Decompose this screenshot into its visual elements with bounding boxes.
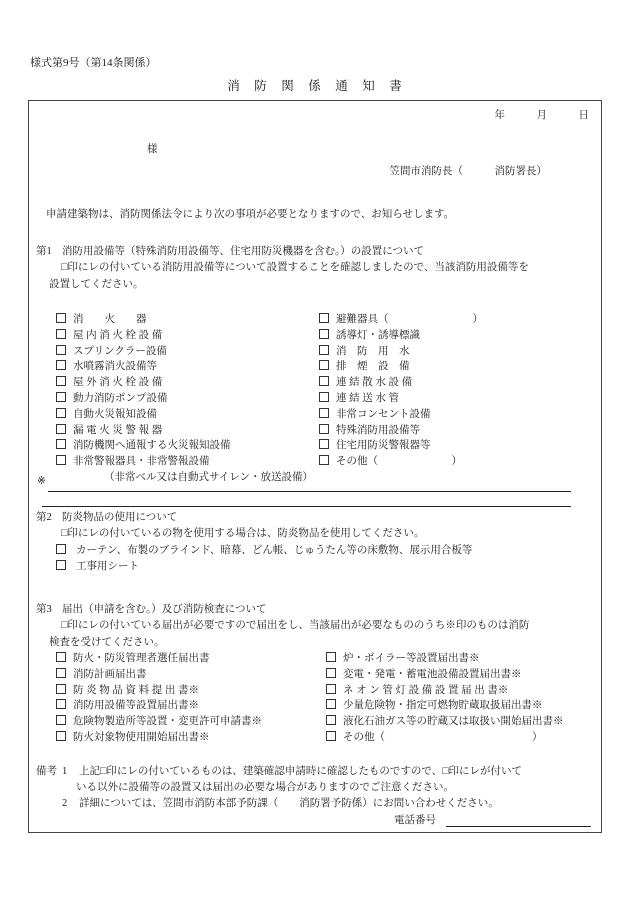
equipment-row: [319, 312, 596, 328]
notification-label: 変電・発電・蓄電池設備設置届出書※: [343, 668, 522, 680]
equipment-row: [319, 344, 596, 360]
equipment-row: [56, 407, 319, 423]
equipment-row: [56, 423, 319, 439]
notification-row: [326, 714, 596, 730]
section-1: [36, 244, 596, 293]
equipment-label: 屋 外 消 火 栓 設 備: [73, 377, 163, 389]
section-2-instruction: □印にレの付いているの物を使用する場合は、防炎物品を使用してください。: [61, 528, 425, 540]
notification-label: 防火・防災管理者選任届出書: [73, 653, 210, 664]
equipment-label: 避難器具（ ）: [336, 314, 483, 325]
equipment-label: 消 火 器: [73, 314, 147, 325]
equipment-row: [319, 407, 596, 423]
section-1-right-column: [319, 312, 596, 486]
equipment-row: [319, 328, 596, 344]
notification-label: 消防計画届出書: [73, 668, 147, 680]
equipment-row: [56, 391, 319, 407]
equipment-label: 動力消防ポンプ設備: [73, 392, 168, 404]
notification-row: [56, 667, 326, 683]
remarks-spacer: [36, 796, 62, 812]
equipment-label: 自動火災報知設備: [73, 408, 157, 420]
equipment-label: 連 結 散 水 設 備: [336, 377, 413, 389]
checkbox[interactable]: [319, 313, 329, 323]
checkbox[interactable]: [56, 731, 66, 741]
checkbox[interactable]: [56, 715, 66, 725]
notification-label: 防 炎 物 品 資 料 提 出 書※: [73, 684, 199, 696]
checkbox[interactable]: [56, 408, 66, 418]
notes-write-line-1[interactable]: [48, 491, 571, 492]
remarks-label: 備考: [36, 766, 57, 777]
checkbox[interactable]: [56, 392, 66, 402]
equipment-row: [56, 375, 319, 391]
checkbox[interactable]: [326, 715, 336, 725]
checkbox[interactable]: [56, 345, 66, 355]
equipment-label: 非常警報器具・非常警報設備: [73, 456, 210, 468]
notification-label: 少量危険物・指定可燃物貯蔵取扱届出書※: [343, 700, 543, 712]
flameproof-item-row: [56, 543, 596, 559]
notification-row: [56, 651, 326, 667]
form-border-box: [28, 100, 602, 833]
checkbox[interactable]: [56, 544, 66, 554]
remarks-item-2-number: 2: [62, 798, 68, 810]
checkbox[interactable]: [56, 439, 66, 449]
section-1-number: 第1: [36, 246, 52, 257]
equipment-label: 誘導灯・誘導標識: [336, 329, 420, 341]
section-1-instruction-1: □印にレの付いている消防用設備等について設置することを確認しましたので、当該消防用設備等を: [61, 262, 529, 274]
equipment-row: [319, 454, 596, 470]
notification-row: [326, 651, 596, 667]
equipment-row: [56, 438, 319, 454]
flameproof-item-row: [56, 559, 596, 575]
section-3-heading: 届出（申請を含む。）及び消防検査について: [62, 604, 267, 615]
notification-label: 液化石油ガス等の貯蔵又は取扱い開始届出書※: [343, 716, 564, 728]
checkbox[interactable]: [319, 376, 329, 386]
alarm-equipment-note: （非常ベル又は自動式サイレン・放送設備）: [104, 471, 314, 483]
section-2: [36, 510, 596, 575]
date-line: 年 月 日: [494, 110, 589, 121]
remarks-item-2-text: 詳細については、笠間市消防本部予防課（ 消防署予防係）にお問い合わせください。: [79, 798, 499, 810]
intro-sentence: 申請建築物は、消防関係法令により次の事項が必要となりますので、お知らせします。: [46, 209, 455, 220]
checkbox[interactable]: [319, 345, 329, 355]
checkbox[interactable]: [319, 408, 329, 418]
section-1-instruction-2: 設置してください。: [49, 278, 144, 290]
section-3-right-column: [326, 651, 596, 746]
notification-row: [326, 698, 596, 714]
notification-label: ネ オ ン 管 灯 設 備 設 置 届 出 書※: [343, 684, 509, 696]
section-1-heading: 消防用設備等（特殊消防用設備等、住宅用防災機器を含む。）の設置について: [62, 246, 425, 257]
equipment-label: 水噴霧消火設備等: [73, 361, 157, 373]
addressee-suffix: 様: [147, 144, 158, 155]
notification-label: 防火対象物使用開始届出書※: [73, 731, 210, 743]
equipment-row: [56, 344, 319, 360]
equipment-row: [56, 359, 319, 375]
notification-label: 炉・ボイラー等設置届出書※: [343, 653, 480, 664]
equipment-label: その他（ ）: [336, 456, 462, 468]
equipment-label: スプリンクラー設備: [73, 345, 167, 357]
flameproof-item-label: カーテン、布製のブラインド、暗幕、どん帳、じゅうたん等の床敷物、展示用合板等: [76, 544, 473, 556]
phone-number-write-line[interactable]: [446, 826, 591, 827]
checkbox[interactable]: [319, 329, 329, 339]
checkbox[interactable]: [319, 439, 329, 449]
notification-row: [56, 714, 326, 730]
section-2-number: 第2: [36, 512, 52, 523]
equipment-label: 住宅用防災警報器等: [336, 440, 431, 452]
section-2-item-list: [36, 543, 596, 575]
notification-row: [326, 683, 596, 699]
equipment-row: [319, 438, 596, 454]
checkbox[interactable]: [56, 560, 66, 570]
notes-write-line-2[interactable]: [42, 506, 571, 507]
equipment-row: [56, 328, 319, 344]
checkbox[interactable]: [326, 699, 336, 709]
notification-row: [326, 667, 596, 683]
flameproof-item-label: 工事用シート: [76, 560, 139, 572]
notification-row: [56, 698, 326, 714]
checkbox[interactable]: [56, 652, 66, 662]
checkbox[interactable]: [56, 684, 66, 694]
equipment-label: 排 煙 設 備: [336, 361, 410, 373]
checkbox[interactable]: [56, 376, 66, 386]
form-title: 消 防 関 係 通 知 書: [227, 79, 403, 93]
section-3-notification-list: [56, 651, 596, 746]
equipment-label: 非常コンセント設備: [336, 408, 431, 420]
remarks-item-1-continuation: いる以外に設備等の設置又は届出の必要な場合がありますのでご注意ください。: [76, 782, 454, 794]
section-3-instruction-1: □印にレの付いている届出が必要ですので届出をし、当該届出が必要なもののうち※印のものは消防: [61, 620, 530, 632]
checkbox[interactable]: [56, 455, 66, 465]
notification-row: [326, 730, 596, 746]
remarks-item-1-number: 1: [62, 766, 68, 777]
checkbox[interactable]: [326, 731, 336, 741]
checkbox[interactable]: [319, 455, 329, 465]
notification-label: 消防用設備等設置届出書※: [73, 700, 199, 712]
equipment-row: [56, 454, 319, 470]
checkbox[interactable]: [326, 684, 336, 694]
section-2-heading: 防炎物品の使用について: [62, 512, 178, 523]
asterisk-note-mark: ※: [37, 476, 46, 487]
notification-row: [56, 683, 326, 699]
form-style-number: 様式第9号（第14条関係）: [30, 57, 157, 69]
notification-label: 危険物製造所等設置・変更許可申請書※: [73, 716, 262, 728]
checkbox[interactable]: [56, 329, 66, 339]
checkbox[interactable]: [319, 392, 329, 402]
remarks-item-1-text: 上記□印にレの付いているものは、建築確認申請時に確認したものですので、□印にレが付いて: [79, 766, 522, 777]
section-3-left-column: [56, 651, 326, 746]
equipment-row: [319, 391, 596, 407]
notification-row: [56, 730, 326, 746]
equipment-label: 特殊消防用設備等: [336, 424, 420, 436]
equipment-label: 消 防 用 水: [336, 345, 410, 357]
checkbox[interactable]: [319, 424, 329, 434]
section-3: [36, 602, 596, 651]
equipment-row: [56, 312, 319, 328]
checkbox[interactable]: [56, 668, 66, 678]
checkbox[interactable]: [326, 668, 336, 678]
phone-label: 電話番号: [394, 814, 436, 826]
equipment-label: 連 結 送 水 管: [336, 392, 399, 404]
sender-fire-chief: 笠間市消防長（ 消防署長）: [389, 166, 547, 177]
notification-label: その他（ ）: [343, 731, 543, 743]
equipment-label: 屋 内 消 火 栓 設 備: [73, 329, 163, 341]
checkbox[interactable]: [319, 360, 329, 370]
remarks-block: [36, 764, 596, 829]
equipment-label: 漏 電 火 災 警 報 器: [73, 424, 163, 436]
equipment-row: [319, 375, 596, 391]
section-1-left-column: [56, 312, 319, 486]
section-1-equipment-list: [56, 312, 596, 486]
checkbox[interactable]: [56, 699, 66, 709]
equipment-row: [319, 359, 596, 375]
checkbox[interactable]: [56, 424, 66, 434]
checkbox[interactable]: [56, 313, 66, 323]
section-3-number: 第3: [36, 604, 52, 615]
equipment-row: [319, 423, 596, 439]
equipment-label: 消防機関へ通報する火災報知設備: [73, 440, 231, 452]
checkbox[interactable]: [56, 360, 66, 370]
section-3-instruction-2: 検査を受けてください。: [49, 636, 165, 648]
checkbox[interactable]: [326, 652, 336, 662]
